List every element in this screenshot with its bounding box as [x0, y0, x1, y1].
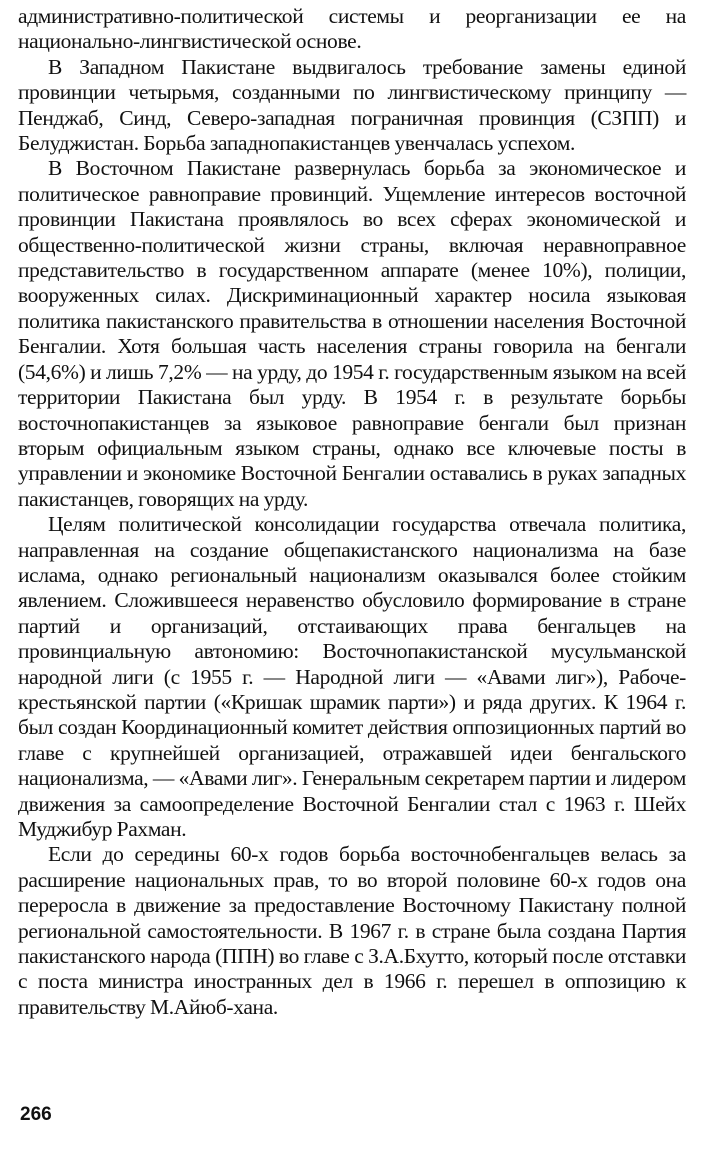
paragraph-consolidation: Целям политической консолидации государства отвечала политика, направленная на создание общепакистанского национализма на базе ислама, однако региональный национализм оказывался более стойким явлением. Сложившееся неравенство обусловило формирование в стране партий и организаций, отстаивающих права бенгальцев на провинциальную автономию: Восточнопакистанской мусульманской народной лиги (с 1955 г. — Народной лиги — «Авами лиг»), Рабоче-крестьянской партии («Кришак шрамик парти») и ряда других. К 1964 г. был создан Координационный комитет действия оппозиционных партий во главе с крупнейшей организацией, отражавшей идеи бенгальского национализма, — «Авами лиг». Генеральным секретарем партии и лидером движения за самоопределение Восточной Бенгалии стал с 1963 г. Шейх Муджибур Рахман.	[18, 512, 686, 841]
paragraph-continuation: административно-политической системы и реорганизации ее на национально-лингвистической основе.	[18, 4, 686, 54]
paragraph-east-pakistan: В Восточном Пакистане развернулась борьба за экономическое и политическое равноправие провинций. Ущемление интересов восточной провинции Пакистана проявлялось во всех сферах экономической и общественно-политической жизни страны, включая неравноправное представительство в государственном аппарате (менее 10%), полиции, вооруженных силах. Дискриминационный характер носила языковая политика пакистанского правительства в отношении населения Восточной Бенгалии. Хотя большая часть населения страны говорила на бенгали (54,6%) и лишь 7,2% — на урду, до 1954 г. государственным языком на всей территории Пакистана был урду. В 1954 г. в результате борьбы восточнопакистанцев за языковое равноправие бенгали был признан вторым официальным языком страны, однако все ключевые посты в управлении и экономике Восточной Бенгалии оставались в руках западных пакистанцев, говорящих на урду.	[18, 156, 686, 511]
paragraph-sixties: Если до середины 60-х годов борьба восточнобенгальцев велась за расширение национальных прав, то во второй половине 60-х годов она переросла в движение за предоставление Восточному Пакистану полной региональной самостоятельности. В 1967 г. в стране была создана Партия пакистанского народа (ППН) во главе с З.А.Бхутто, который после отставки с поста министра иностранных дел в 1966 г. перешел в оппозицию к правительству М.Айюб-хана.	[18, 842, 686, 1019]
page-text	[18, 4, 686, 1020]
paragraph-west-pakistan: В Западном Пакистане выдвигалось требование замены единой провинции четырьмя, созданными по лингвистическому принципу — Пенджаб, Синд, Северо-западная пограничная провинция (СЗПП) и Белуджистан. Борьба западнопакистанцев увенчалась успехом.	[18, 54, 686, 156]
page-number: 266	[20, 1104, 52, 1125]
